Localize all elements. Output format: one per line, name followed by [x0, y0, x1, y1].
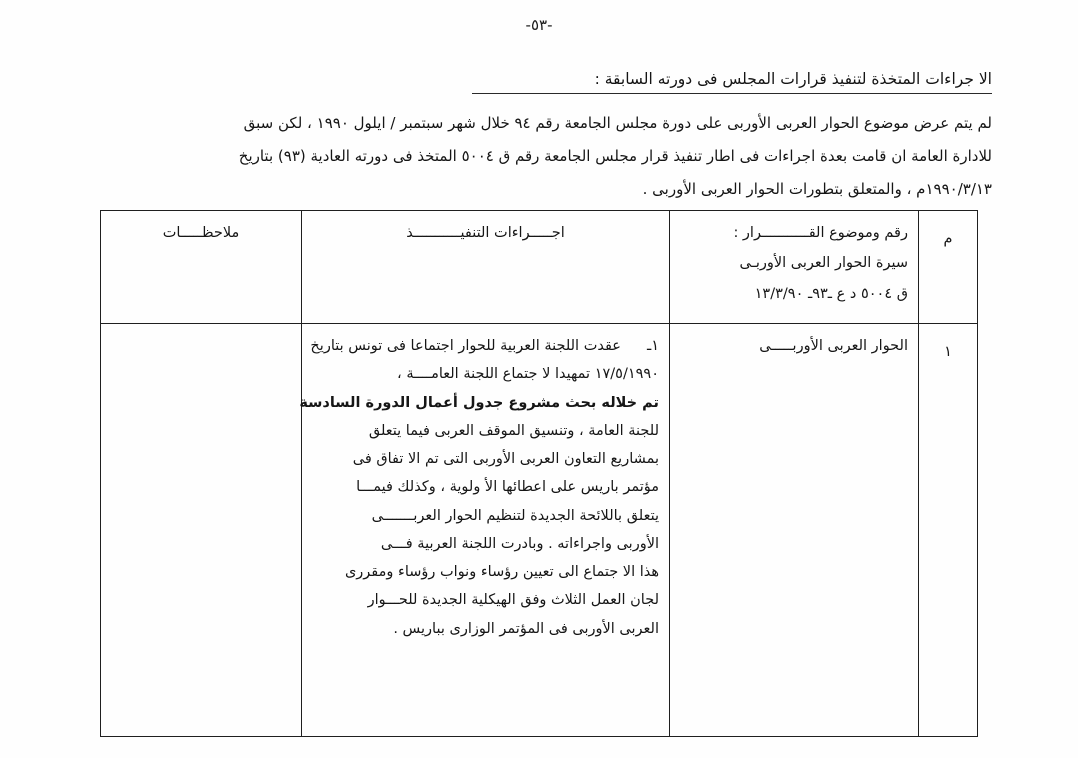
action-text-4: للجنة العامة ، وتنسيق الموقف العربى فيما يتعلق [368, 422, 659, 439]
page-number: -٥٣- [525, 16, 553, 34]
action-line-1 [312, 332, 659, 360]
table-row [101, 324, 978, 737]
action-text-9: هذا الا جتماع الى تعيين رؤساء ونواب رؤساء ومقررى [344, 564, 659, 581]
header-actions: اجـــــراءات التنفيـــــــــــذ [302, 211, 670, 324]
header-decision-line-2: سيرة الحوار العربى الأوربـى [739, 255, 908, 272]
action-text-1: عقدت اللجنة العربية للحوار اجتماعا فى تونس بتاريخ [310, 338, 621, 354]
header-decision [670, 211, 919, 324]
section-heading: الا جراءات المتخذة لتنفيذ قرارات المجلس فى دورته السابقة : [472, 68, 992, 94]
action-text-11: العربى الأوربى فى المؤتمر الوزارى بباريس . [393, 620, 659, 637]
action-text-3: تم خلاله بحث مشروع جدول أعمال الدورة السادسة [299, 394, 659, 411]
action-text-5: بمشاريع التعاون العربى الأوربى التى تم الا تفاق فى [352, 451, 659, 468]
action-text-2: ١٧/٥/١٩٩٠ تمهيدا لا جتماع اللجنة العامــــة ، [397, 366, 659, 383]
row-actions [299, 324, 670, 737]
header-serial: م [919, 211, 978, 324]
intro-line-3: ١٩٩٠/٣/١٣م ، والمتعلق بتطورات الحوار العربى الأوربى . [642, 179, 992, 198]
row-decision: الحوار العربى الأوربـــــى [670, 324, 919, 737]
action-marker: ١ـ [646, 338, 659, 354]
intro-line-1: لم يتم عرض موضوع الحوار العربى الأوربى على دورة مجلس الجامعة رقم ٩٤ خلال شهر سبتمبر / ايلول ١٩٩٠ ، لكن سبق [243, 114, 992, 132]
action-lines [299, 332, 659, 643]
decisions-table [100, 210, 978, 737]
header-decision-line-1: رقم وموضوع القـــــــــــرار : [733, 225, 908, 241]
action-text-6: مؤتمر باريس على اعطائها الأ ولوية ، وكذلك فيمـــا [356, 479, 659, 496]
row-notes [101, 324, 302, 737]
action-text-7: يتعلق باللائحة الجديدة لتنظيم الحوار العربـــــــى [371, 507, 659, 524]
row-serial: ١ [919, 324, 978, 737]
table-header-row [101, 211, 978, 324]
header-decision-line-3: ق ٥٠٠٤ د ع ـ٩٣ـ ١٣/٣/٩٠ [754, 285, 908, 302]
action-text-10: لجان العمل الثلاث وفق الهيكلية الجديدة للحـــوار [367, 592, 659, 609]
header-notes: ملاحظـــــات [101, 211, 302, 324]
table-wrapper [100, 210, 978, 737]
intro-paragraph [86, 108, 992, 206]
intro-line-2: للادارة العامة ان قامت بعدة اجراءات فى اطار تنفيذ قرار مجلس الجامعة رقم ق ٥٠٠٤ المتخذ فى دورته العادية (٩٣) بتاريخ [238, 146, 992, 165]
action-text-8: الأوربى واجراءاته . وبادرت اللجنة العربية فـــى [380, 535, 659, 552]
